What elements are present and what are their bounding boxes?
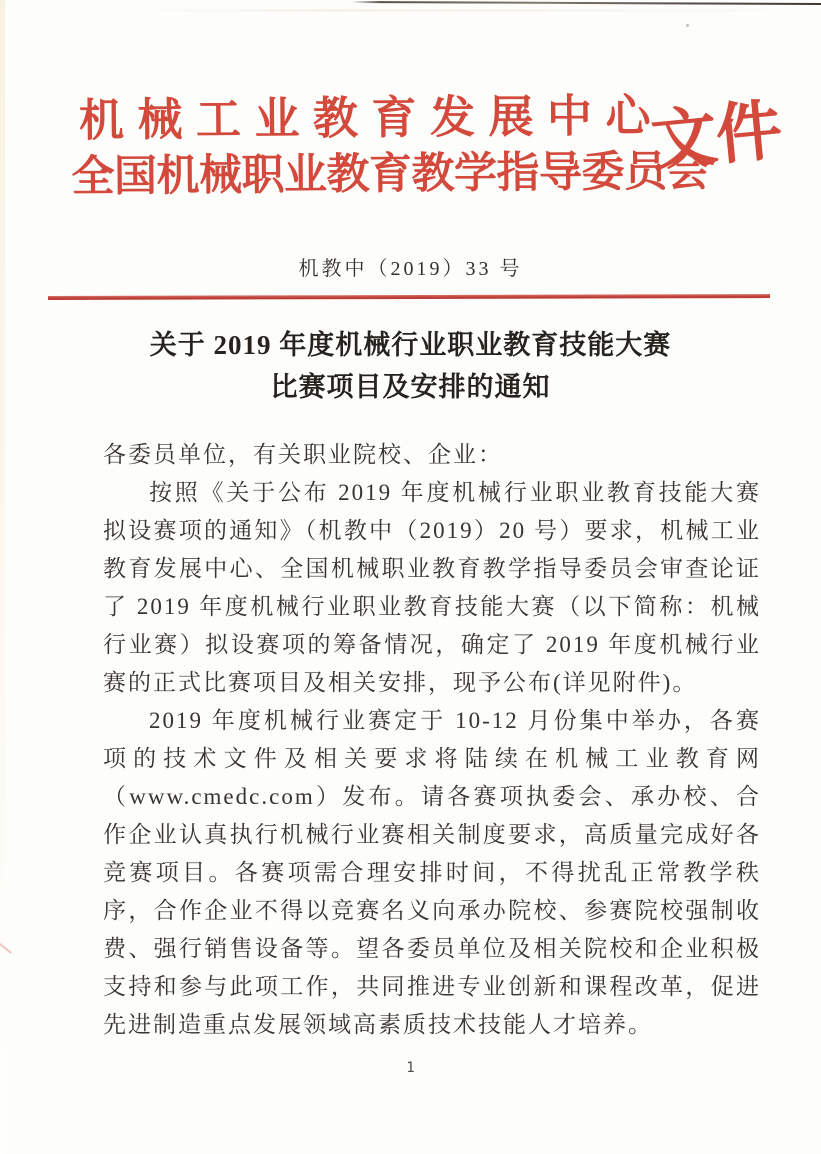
scan-artifact-top-line bbox=[352, 1, 821, 5]
document-title-line1: 关于 2019 年度机械行业职业教育技能大赛 bbox=[149, 330, 672, 360]
scan-artifact-top-haze bbox=[120, 9, 820, 12]
doc-number: 机教中（2019）33 号 bbox=[298, 258, 523, 280]
salutation: 各委员单位，有关职业院校、企业： bbox=[103, 442, 503, 467]
letterhead-org-line2: 全国机械职业教育教学指导委员会 bbox=[71, 148, 710, 201]
document-title bbox=[0, 324, 821, 408]
body-paragraph-1: 按照《关于公布 2019 年度机械行业职业教育技能大赛拟设赛项的通知》（机教中（2019）20 号）要求，机械工业教育发展中心、全国机械职业教育教学指导委员会审查论证了 2019 年度机械行业职业教育技能大赛（以下简称：机械行业赛）拟设赛项的筹备情况，确定了 2019 年度机械行业赛的正式比赛项目及相关安排，现予公布(详见附件)。 bbox=[103, 480, 761, 695]
body-paragraph-2: 2019 年度机械行业赛定于 10-12 月份集中举办，各赛项的技术文件及相关要求将陆续在机械工业教育网（www.cmedc.com）发布。请各赛项执委会、承办校、合作企业认真执行机械行业赛相关制度要求，高质量完成好各竞赛项目。各赛项需合理安排时间，不得扰乱正常教学秩序，合作企业不得以竞赛名义向承办院校、参赛院校强制收费、强行销售设备等。望各委员单位及相关院校和企业积极支持和参与此项工作，共同推进专业创新和课程改革，促进先进制造重点发展领域高素质技术技能人才培养。 bbox=[103, 708, 761, 1037]
scan-artifact-left-edge bbox=[0, 0, 5, 1154]
document-body bbox=[103, 436, 761, 1044]
document-title-line2: 比赛项目及安排的通知 bbox=[270, 372, 551, 402]
letterhead-doc-type-mark: 文件 bbox=[647, 94, 785, 180]
red-divider-rule bbox=[48, 294, 770, 300]
scan-artifact-speck bbox=[686, 24, 689, 27]
page-number: 1 bbox=[406, 1060, 415, 1076]
letterhead-org-line1: 机械工业教育发展中心 bbox=[78, 90, 665, 146]
